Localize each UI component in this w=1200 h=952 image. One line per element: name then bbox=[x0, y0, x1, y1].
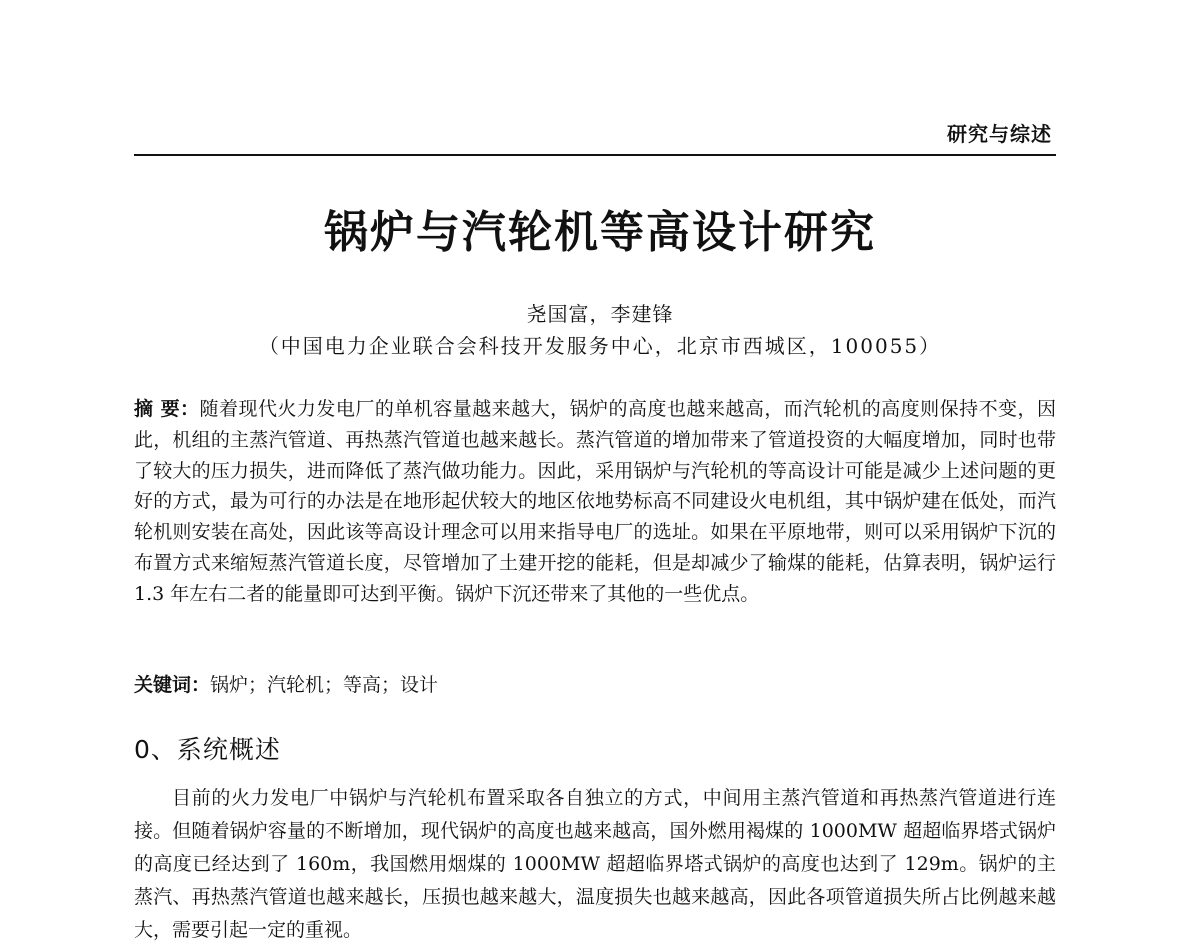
section-heading: 0、系统概述 bbox=[134, 735, 281, 764]
keywords-text: 锅炉；汽轮机；等高；设计 bbox=[210, 674, 439, 696]
keywords bbox=[134, 671, 1056, 699]
keywords-label: 关键词： bbox=[134, 674, 211, 696]
section-category-label: 研究与综述 bbox=[947, 122, 1052, 146]
body-paragraph: 目前的火力发电厂中锅炉与汽轮机布置采取各自独立的方式，中间用主蒸汽管道和再热蒸汽管道进行连接。但随着锅炉容量的不断增加，现代锅炉的高度也越来越高，国外燃用褐煤的 1000MW 超超临界塔式锅炉的高度已经达到了 160m，我国燃用烟煤的 1000MW 超超临界塔式锅炉的高度也达到了 129m。锅炉的主蒸汽、再热蒸汽管道也越来越长，压损也越来越大，温度损失也越来越高，因此各项管道损失所占比例越来越大，需要引起一定的重视。 bbox=[134, 787, 1056, 941]
abstract bbox=[134, 394, 1056, 610]
abstract-text: 随着现代火力发电厂的单机容量越来越大，锅炉的高度也越来越高，而汽轮机的高度则保持不变，因此，机组的主蒸汽管道、再热蒸汽管道也越来越长。蒸汽管道的增加带来了管道投资的大幅度增加，同时也带了较大的压力损失，进而降低了蒸汽做功能力。因此，采用锅炉与汽轮机的等高设计可能是减少上述问题的更好的方式，最为可行的办法是在地形起伏较大的地区依地势标高不同建设火电机组，其中锅炉建在低处，而汽轮机则安装在高处，因此该等高设计理念可以用来指导电厂的选址。如果在平原地带，则可以采用锅炉下沉的布置方式来缩短蒸汽管道长度，尽管增加了土建开挖的能耗，但是却减少了输煤的能耗，估算表明，锅炉运行 1.3 年左右二者的能量即可达到平衡。锅炉下沉还带来了其他的一些优点。 bbox=[134, 398, 1056, 605]
paper-title: 锅炉与汽轮机等高设计研究 bbox=[324, 207, 876, 258]
paper-affiliation: （中国电力企业联合会科技开发服务中心，北京市西城区，100055） bbox=[258, 334, 942, 358]
paper-authors: 尧国富，李建锋 bbox=[526, 302, 674, 326]
abstract-label: 摘 要： bbox=[134, 398, 200, 420]
header-rule bbox=[134, 154, 1056, 156]
